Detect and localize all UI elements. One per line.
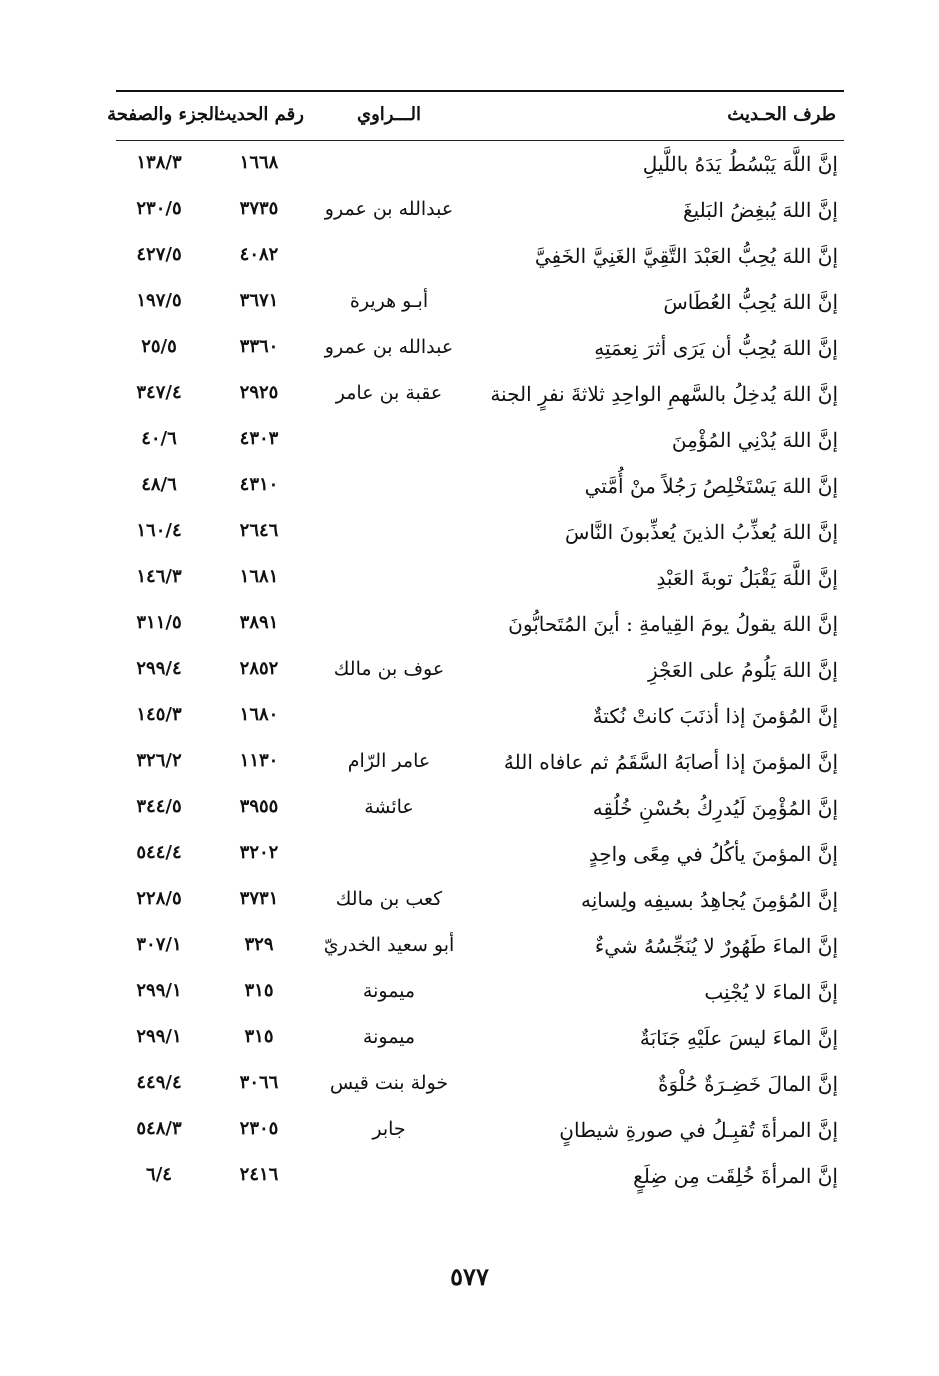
header-rule	[116, 140, 844, 141]
hadith-number: ٣٣٦٠	[239, 336, 279, 357]
hadith-text: إنَّ المؤمنَ يأكُلُ في مِعًى واحِدٍ	[588, 842, 838, 866]
hadith-text: إنَّ المؤمنَ إذا أصابَهُ السَّقَمُ ثم عافاه اللهُ	[503, 750, 838, 774]
table-row	[116, 466, 844, 512]
hadith-number: ٣١٥	[244, 980, 274, 1001]
volume-page: ٣٤٧/٤	[136, 382, 182, 403]
table-row	[116, 604, 844, 650]
hadith-text: إنَّ اللهَ يُدخِلُ بالسَّهمِ الواحِدِ ثلاثةَ نفرٍ الجنة	[490, 382, 838, 406]
volume-page: ١٤٦/٣	[136, 566, 182, 587]
hadith-text: إنَّ المُؤمنَ إذا أذنَبَ كانتْ نُكتةٌ	[592, 704, 838, 728]
hadith-text: إنَّ اللهَ يُعذِّبُ الذينَ يُعذِّبونَ النَّاسَ	[565, 520, 838, 544]
hadith-number: ٣١٥	[244, 1026, 274, 1047]
page-number: ٥٧٧	[450, 1262, 489, 1291]
hadith-text: إنَّ اللَّهَ يَقْبَلُ توبةَ العَبْدِ	[656, 566, 838, 590]
header-number: رقم الحديث	[214, 104, 304, 125]
narrator-name: أبو سعيد الخدريّ	[323, 934, 455, 956]
volume-page: ٦/٤	[146, 1164, 172, 1185]
hadith-number: ٢٨٥٢	[239, 658, 279, 679]
hadith-number: ٣٠٦٦	[239, 1072, 279, 1093]
hadith-text: إنَّ المرأةَ خُلِقَت مِن ضِلَعٍ	[633, 1164, 838, 1188]
table-row	[116, 696, 844, 742]
header-hadith: طرف الحـديث	[727, 104, 836, 125]
narrator-name: خولة بنت قيس	[329, 1072, 449, 1094]
volume-page: ٢٩٩/١	[136, 1026, 182, 1047]
hadith-number: ٤٣١٠	[239, 474, 279, 495]
table-row	[116, 1064, 844, 1110]
table-row	[116, 788, 844, 834]
hadith-text: إنَّ اللهَ يُحِبُّ العُطَاسَ	[663, 290, 838, 314]
narrator-name: ميمونة	[362, 1026, 416, 1048]
volume-page: ٢٥/٥	[141, 336, 177, 357]
volume-page: ٣٠٧/١	[136, 934, 182, 955]
table-row	[116, 190, 844, 236]
hadith-number: ٣٢٩	[244, 934, 274, 955]
hadith-text: إنَّ الماءَ لا يُجْنِب	[704, 980, 838, 1004]
table-row	[116, 512, 844, 558]
hadith-text: إنَّ اللهَ يُحِبُّ العَبْدَ التَّقِيَّ الغَنِيَّ الخَفِيَّ	[534, 244, 838, 268]
table-header	[107, 104, 844, 134]
volume-page: ٤٢٧/٥	[136, 244, 182, 265]
volume-page: ٣٢٦/٢	[136, 750, 182, 771]
volume-page: ٣٤٤/٥	[136, 796, 182, 817]
hadith-number: ٤٣٠٣	[239, 428, 279, 449]
narrator-name: جابر	[372, 1118, 406, 1140]
hadith-number: ٢٤١٦	[239, 1164, 279, 1185]
hadith-number: ٢٣٠٥	[239, 1118, 279, 1139]
hadith-number: ١١٣٠	[239, 750, 279, 771]
hadith-text: إنَّ اللهَ يُحِبُّ أن يَرَى أثرَ نِعمَتِهِ	[594, 336, 838, 360]
hadith-text: إنَّ اللهَ يُدْنِي المُؤْمِنَ	[671, 428, 838, 452]
volume-page: ١٦٠/٤	[136, 520, 182, 541]
volume-page: ٤٨/٦	[141, 474, 177, 495]
volume-page: ١٣٨/٣	[136, 152, 182, 173]
table-row	[116, 834, 844, 880]
volume-page: ٢٩٩/١	[136, 980, 182, 1001]
narrator-name: كعب بن مالك	[335, 888, 443, 910]
volume-page: ٤٠/٦	[141, 428, 177, 449]
volume-page: ٢٢٨/٥	[136, 888, 182, 909]
table-row	[116, 1110, 844, 1156]
hadith-number: ٣٦٧١	[239, 290, 279, 311]
narrator-name: عبدالله بن عمرو	[324, 336, 454, 358]
table-row	[116, 328, 844, 374]
volume-page: ٥٤٨/٣	[136, 1118, 182, 1139]
hadith-number: ٣٧٣١	[239, 888, 279, 909]
hadith-number: ١٦٦٨	[239, 152, 279, 173]
narrator-name: عامر الرّام	[347, 750, 431, 772]
hadith-text: إنَّ المُؤْمِنَ لَيُدرِكُ بحُسْنِ خُلُقِه	[592, 796, 838, 820]
narrator-name: أبـو هريرة	[349, 290, 429, 312]
hadith-text: إنَّ الماءَ طَهُورٌ لا يُنَجِّسُهُ شيءٌ	[594, 934, 838, 958]
hadith-number: ٢٩٢٥	[239, 382, 279, 403]
header-narrator: الـــراوي	[356, 104, 422, 125]
table-row	[116, 144, 844, 190]
hadith-table	[116, 144, 844, 1202]
hadith-text: إنَّ المالَ خَضِـرَةٌ حُلْوَةٌ	[657, 1072, 838, 1096]
hadith-number: ٣٧٣٥	[239, 198, 279, 219]
volume-page: ٤٤٩/٤	[136, 1072, 182, 1093]
hadith-text: إنَّ اللهَ يَلُومُ على العَجْزِ	[647, 658, 838, 682]
hadith-number: ٢٦٤٦	[239, 520, 279, 541]
volume-page: ٢٣٠/٥	[136, 198, 182, 219]
hadith-text: إنَّ اللهَ يَسْتَخْلِصُ رَجُلاً منْ أُمَّتي	[584, 474, 838, 498]
table-row	[116, 742, 844, 788]
hadith-number: ٣٨٩١	[239, 612, 279, 633]
table-row	[116, 236, 844, 282]
volume-page: ٣١١/٥	[136, 612, 182, 633]
volume-page: ٥٤٤/٤	[136, 842, 182, 863]
table-row	[116, 880, 844, 926]
table-row	[116, 650, 844, 696]
hadith-number: ٣٢٠٢	[239, 842, 279, 863]
table-row	[116, 420, 844, 466]
hadith-text: إنَّ الماءَ ليسَ علَيْهِ جَنَابَةٌ	[639, 1026, 838, 1050]
table-row	[116, 1018, 844, 1064]
hadith-number: ٣٩٥٥	[239, 796, 279, 817]
table-row	[116, 374, 844, 420]
table-row	[116, 1156, 844, 1202]
table-row	[116, 926, 844, 972]
narrator-name: عوف بن مالك	[333, 658, 445, 680]
hadith-number: ١٦٨٠	[239, 704, 279, 725]
table-row	[116, 558, 844, 604]
hadith-number: ١٦٨١	[239, 566, 279, 587]
hadith-text: إنَّ المُؤمِنَ يُجاهِدُ بسيفِه ولِسانِه	[580, 888, 838, 912]
hadith-text: إنَّ اللهَ يقولُ يومَ القِيامةِ : أينَ المُتَحابُّونَ	[508, 612, 838, 636]
hadith-text: إنَّ المرأةَ تُقبِـلُ في صورةِ شيطانٍ	[559, 1118, 838, 1142]
hadith-number: ٤٠٨٢	[239, 244, 279, 265]
header-volume-page: الجزء والصفحة	[107, 104, 219, 125]
top-rule	[116, 90, 844, 92]
hadith-text: إنَّ اللَّهَ يَبْسُطُ يَدَهُ باللَّيلِ	[642, 152, 838, 176]
narrator-name: عبدالله بن عمرو	[324, 198, 454, 220]
narrator-name: عائشة	[364, 796, 414, 818]
volume-page: ١٤٥/٣	[136, 704, 182, 725]
narrator-name: عقبة بن عامر	[335, 382, 443, 404]
volume-page: ١٩٧/٥	[136, 290, 182, 311]
table-row	[116, 282, 844, 328]
volume-page: ٢٩٩/٤	[136, 658, 182, 679]
narrator-name: ميمونة	[362, 980, 416, 1002]
hadith-text: إنَّ اللهَ يُبغِضُ البَليغَ	[682, 198, 838, 222]
table-row	[116, 972, 844, 1018]
